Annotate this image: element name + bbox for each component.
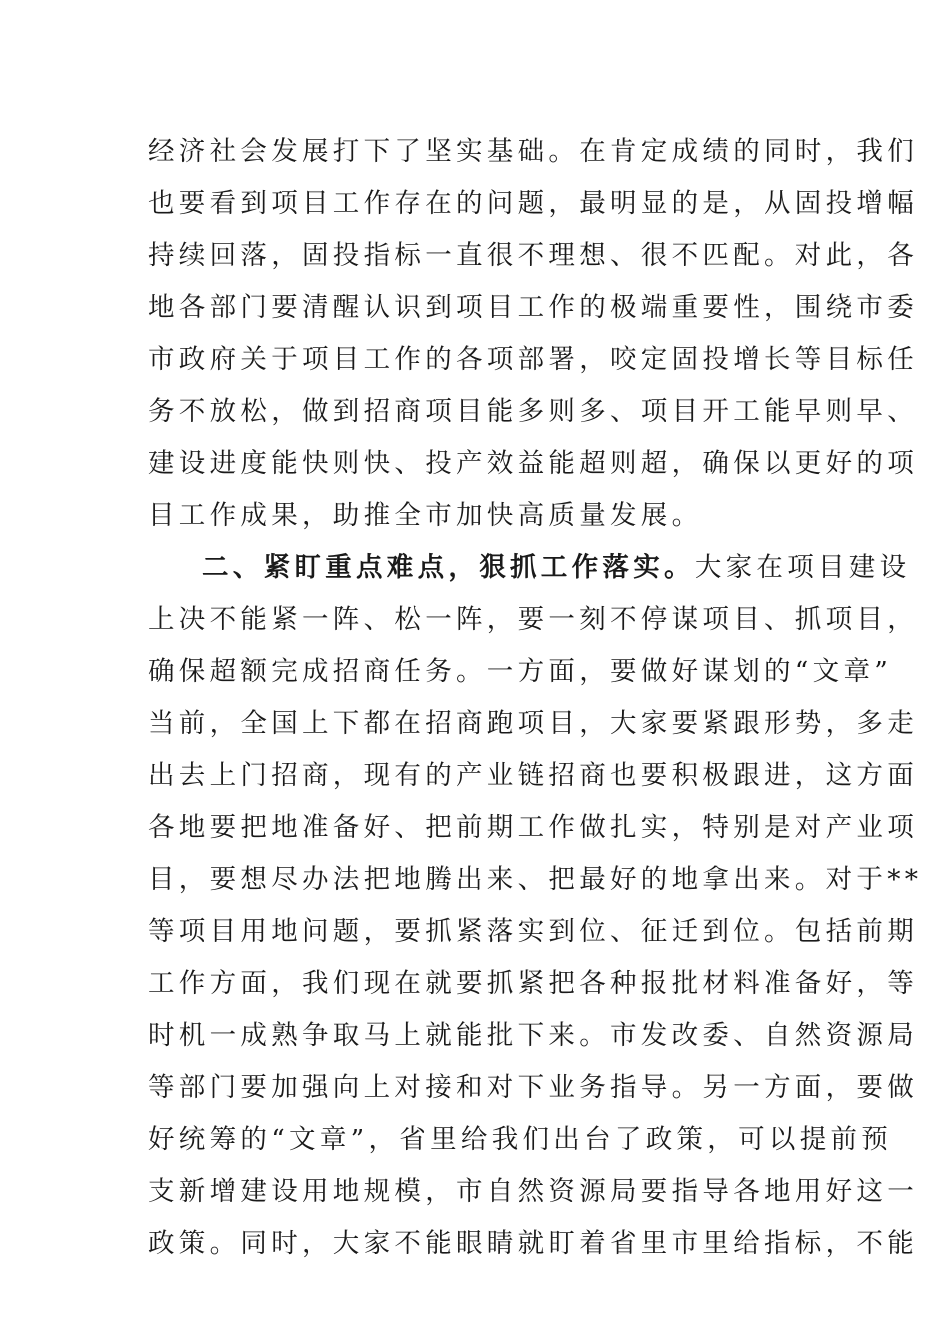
paragraph-line: 目，要想尽办法把地腾出来、把最好的地拿出来。对于** (148, 864, 923, 895)
paragraph-line: 确保超额完成招商任务。一方面，要做好谋划的“文章” (148, 656, 893, 687)
paragraph-line: 目工作成果，助推全市加快高质量发展。 (148, 500, 703, 531)
paragraph-line: 市政府关于项目工作的各项部署，咬定固投增长等目标任 (148, 344, 918, 375)
section-2-heading: 二、紧盯重点难点，狠抓工作落实。 (202, 552, 695, 583)
paragraph-line: 建设进度能快则快、投产效益能超则超，确保以更好的项 (148, 448, 918, 479)
paragraph-line: 好统筹的“文章”，省里给我们出台了政策，可以提前预 (148, 1124, 893, 1155)
paragraph-line: 地各部门要清醒认识到项目工作的极端重要性，围绕市委 (148, 292, 918, 323)
paragraph-line: 政策。同时，大家不能眼睛就盯着省里市里给指标，不能 (148, 1228, 918, 1259)
body-text (148, 126, 923, 1270)
paragraph-line: 各地要把地准备好、把前期工作做扎实，特别是对产业项 (148, 812, 918, 843)
paragraph-line: 当前，全国上下都在招商跑项目，大家要紧跟形势，多走 (148, 708, 918, 739)
paragraph-line: 等项目用地问题，要抓紧落实到位、征迁到位。包括前期 (148, 916, 918, 947)
section-2-first-line-text: 大家在项目建设 (694, 552, 911, 583)
paragraph-line: 支新增建设用地规模，市自然资源局要指导各地用好这一 (148, 1176, 918, 1207)
paragraph-line: 等部门要加强向上对接和对下业务指导。另一方面，要做 (148, 1072, 918, 1103)
paragraph-line: 也要看到项目工作存在的问题，最明显的是，从固投增幅 (148, 188, 918, 219)
section-2-first-line (148, 542, 911, 594)
paragraph-line: 经济社会发展打下了坚实基础。在肯定成绩的同时，我们 (148, 136, 918, 167)
paragraph-line: 出去上门招商，现有的产业链招商也要积极跟进，这方面 (148, 760, 918, 791)
paragraph-line: 时机一成熟争取马上就能批下来。市发改委、自然资源局 (148, 1020, 918, 1051)
paragraph-line: 工作方面，我们现在就要抓紧把各种报批材料准备好，等 (148, 968, 918, 999)
paragraph-line: 持续回落，固投指标一直很不理想、很不匹配。对此，各 (148, 240, 918, 271)
paragraph-line: 务不放松，做到招商项目能多则多、项目开工能早则早、 (148, 396, 918, 427)
paragraph-line: 上决不能紧一阵、松一阵，要一刻不停谋项目、抓项目， (148, 604, 918, 635)
